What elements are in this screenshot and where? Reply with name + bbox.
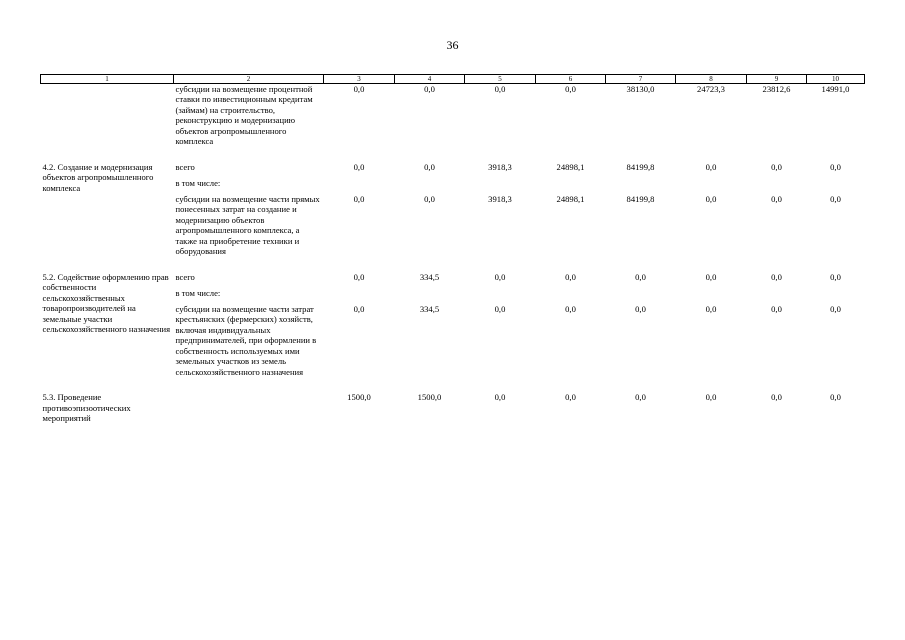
value-cell: 0,0 — [635, 392, 646, 403]
value-cell: 0,0 — [494, 392, 506, 403]
value-cell: 0,0 — [353, 271, 365, 282]
value-cell: 0,0 — [424, 193, 435, 204]
value-cell: 1500,0 — [347, 392, 371, 403]
value-cell: 84199,8 — [626, 161, 655, 172]
page-number: 36 — [446, 38, 459, 52]
including-label: в том числе: — [175, 288, 221, 299]
value-cell: 0,0 — [830, 303, 841, 314]
column-header: 6 — [536, 75, 606, 84]
value-cell: 0,0 — [353, 84, 365, 94]
value-cell: 14991,0 — [821, 84, 850, 94]
budget-table — [40, 74, 865, 424]
table-row — [41, 392, 865, 423]
value-cell: 0,0 — [771, 193, 782, 204]
column-header: 4 — [395, 75, 465, 84]
value-cell: 0,0 — [494, 303, 506, 314]
total-label: всего — [175, 271, 195, 282]
value-cell: 0,0 — [771, 303, 782, 314]
column-header: 10 — [807, 75, 865, 84]
table-row — [41, 84, 865, 162]
value-cell: 0,0 — [771, 161, 782, 172]
value-cell: 1500,0 — [417, 392, 442, 403]
expense-description: субсидии на возмещение части затрат крестьянских (фермерских) хозяйств, включая индивидуальных предпринимателей, при оформлении в собственность используемых ими земельных участков из земель сельскохозяйственного назначения — [175, 303, 317, 377]
column-header: 8 — [676, 75, 747, 84]
value-cell: 24898,1 — [556, 161, 585, 172]
value-cell: 0,0 — [353, 161, 365, 172]
value-cell: 0,0 — [353, 193, 365, 204]
value-cell: 0,0 — [771, 392, 782, 403]
table-row — [41, 162, 865, 172]
value-cell: 0,0 — [565, 84, 576, 94]
value-cell: 0,0 — [565, 271, 576, 282]
measure-name — [41, 84, 174, 162]
value-cell: 0,0 — [830, 271, 841, 282]
column-header: 5 — [465, 75, 536, 84]
column-header: 3 — [324, 75, 395, 84]
value-cell: 0,0 — [705, 392, 717, 403]
value-cell: 0,0 — [424, 161, 435, 172]
measure-name: 4.2. Создание и модернизация объектов агропромышленного комплекса — [42, 161, 154, 193]
value-cell: 0,0 — [565, 303, 576, 314]
value-cell: 334,5 — [419, 303, 440, 314]
expense-description — [174, 392, 324, 423]
value-cell: 0,0 — [353, 303, 365, 314]
value-cell: 0,0 — [705, 193, 717, 204]
total-label: всего — [175, 161, 195, 172]
measure-name: 5.3. Проведение противоэпизоотических мероприятий — [42, 392, 131, 424]
value-cell: 0,0 — [494, 84, 506, 94]
value-cell: 0,0 — [705, 303, 717, 314]
table-row — [41, 272, 865, 282]
value-cell: 0,0 — [771, 271, 782, 282]
value-cell: 3918,3 — [488, 193, 512, 204]
value-cell: 334,5 — [419, 271, 440, 282]
column-header: 9 — [747, 75, 807, 84]
value-cell: 38130,0 — [626, 84, 655, 94]
including-label: в том числе: — [175, 178, 221, 189]
expense-description: субсидии на возмещение процентной ставки по инвестиционным кредитам (займам) на строительство, реконструкцию и модернизацию объектов агропромышленного комплекса — [175, 84, 313, 147]
value-cell: 24723,3 — [697, 84, 725, 94]
value-cell: 84199,8 — [626, 193, 655, 204]
measure-name: 5.2. Содействие оформлению прав собственности сельскохозяйственных товаропроизводителей на земельные участки сельскохозяйственного назначения — [42, 271, 171, 335]
value-cell: 0,0 — [830, 161, 841, 172]
value-cell: 0,0 — [494, 271, 506, 282]
value-cell: 0,0 — [705, 271, 717, 282]
value-cell: 3918,3 — [488, 161, 512, 172]
value-cell: 0,0 — [635, 271, 646, 282]
expense-description: субсидии на возмещение части прямых понесенных затрат на создание и модернизацию объектов агропромышленного комплекса, а также на приобретение техники и оборудования — [175, 193, 320, 257]
header-row — [41, 75, 865, 84]
value-cell: 24898,1 — [556, 193, 585, 204]
column-header: 2 — [174, 75, 324, 84]
value-cell: 0,0 — [830, 193, 841, 204]
value-cell: 0,0 — [705, 161, 717, 172]
column-header: 7 — [606, 75, 676, 84]
value-cell: 0,0 — [424, 84, 435, 94]
value-cell: 0,0 — [565, 392, 576, 403]
value-cell: 0,0 — [635, 303, 646, 314]
column-header: 1 — [41, 75, 174, 84]
value-cell: 23812,6 — [762, 84, 791, 94]
value-cell: 0,0 — [830, 392, 841, 403]
